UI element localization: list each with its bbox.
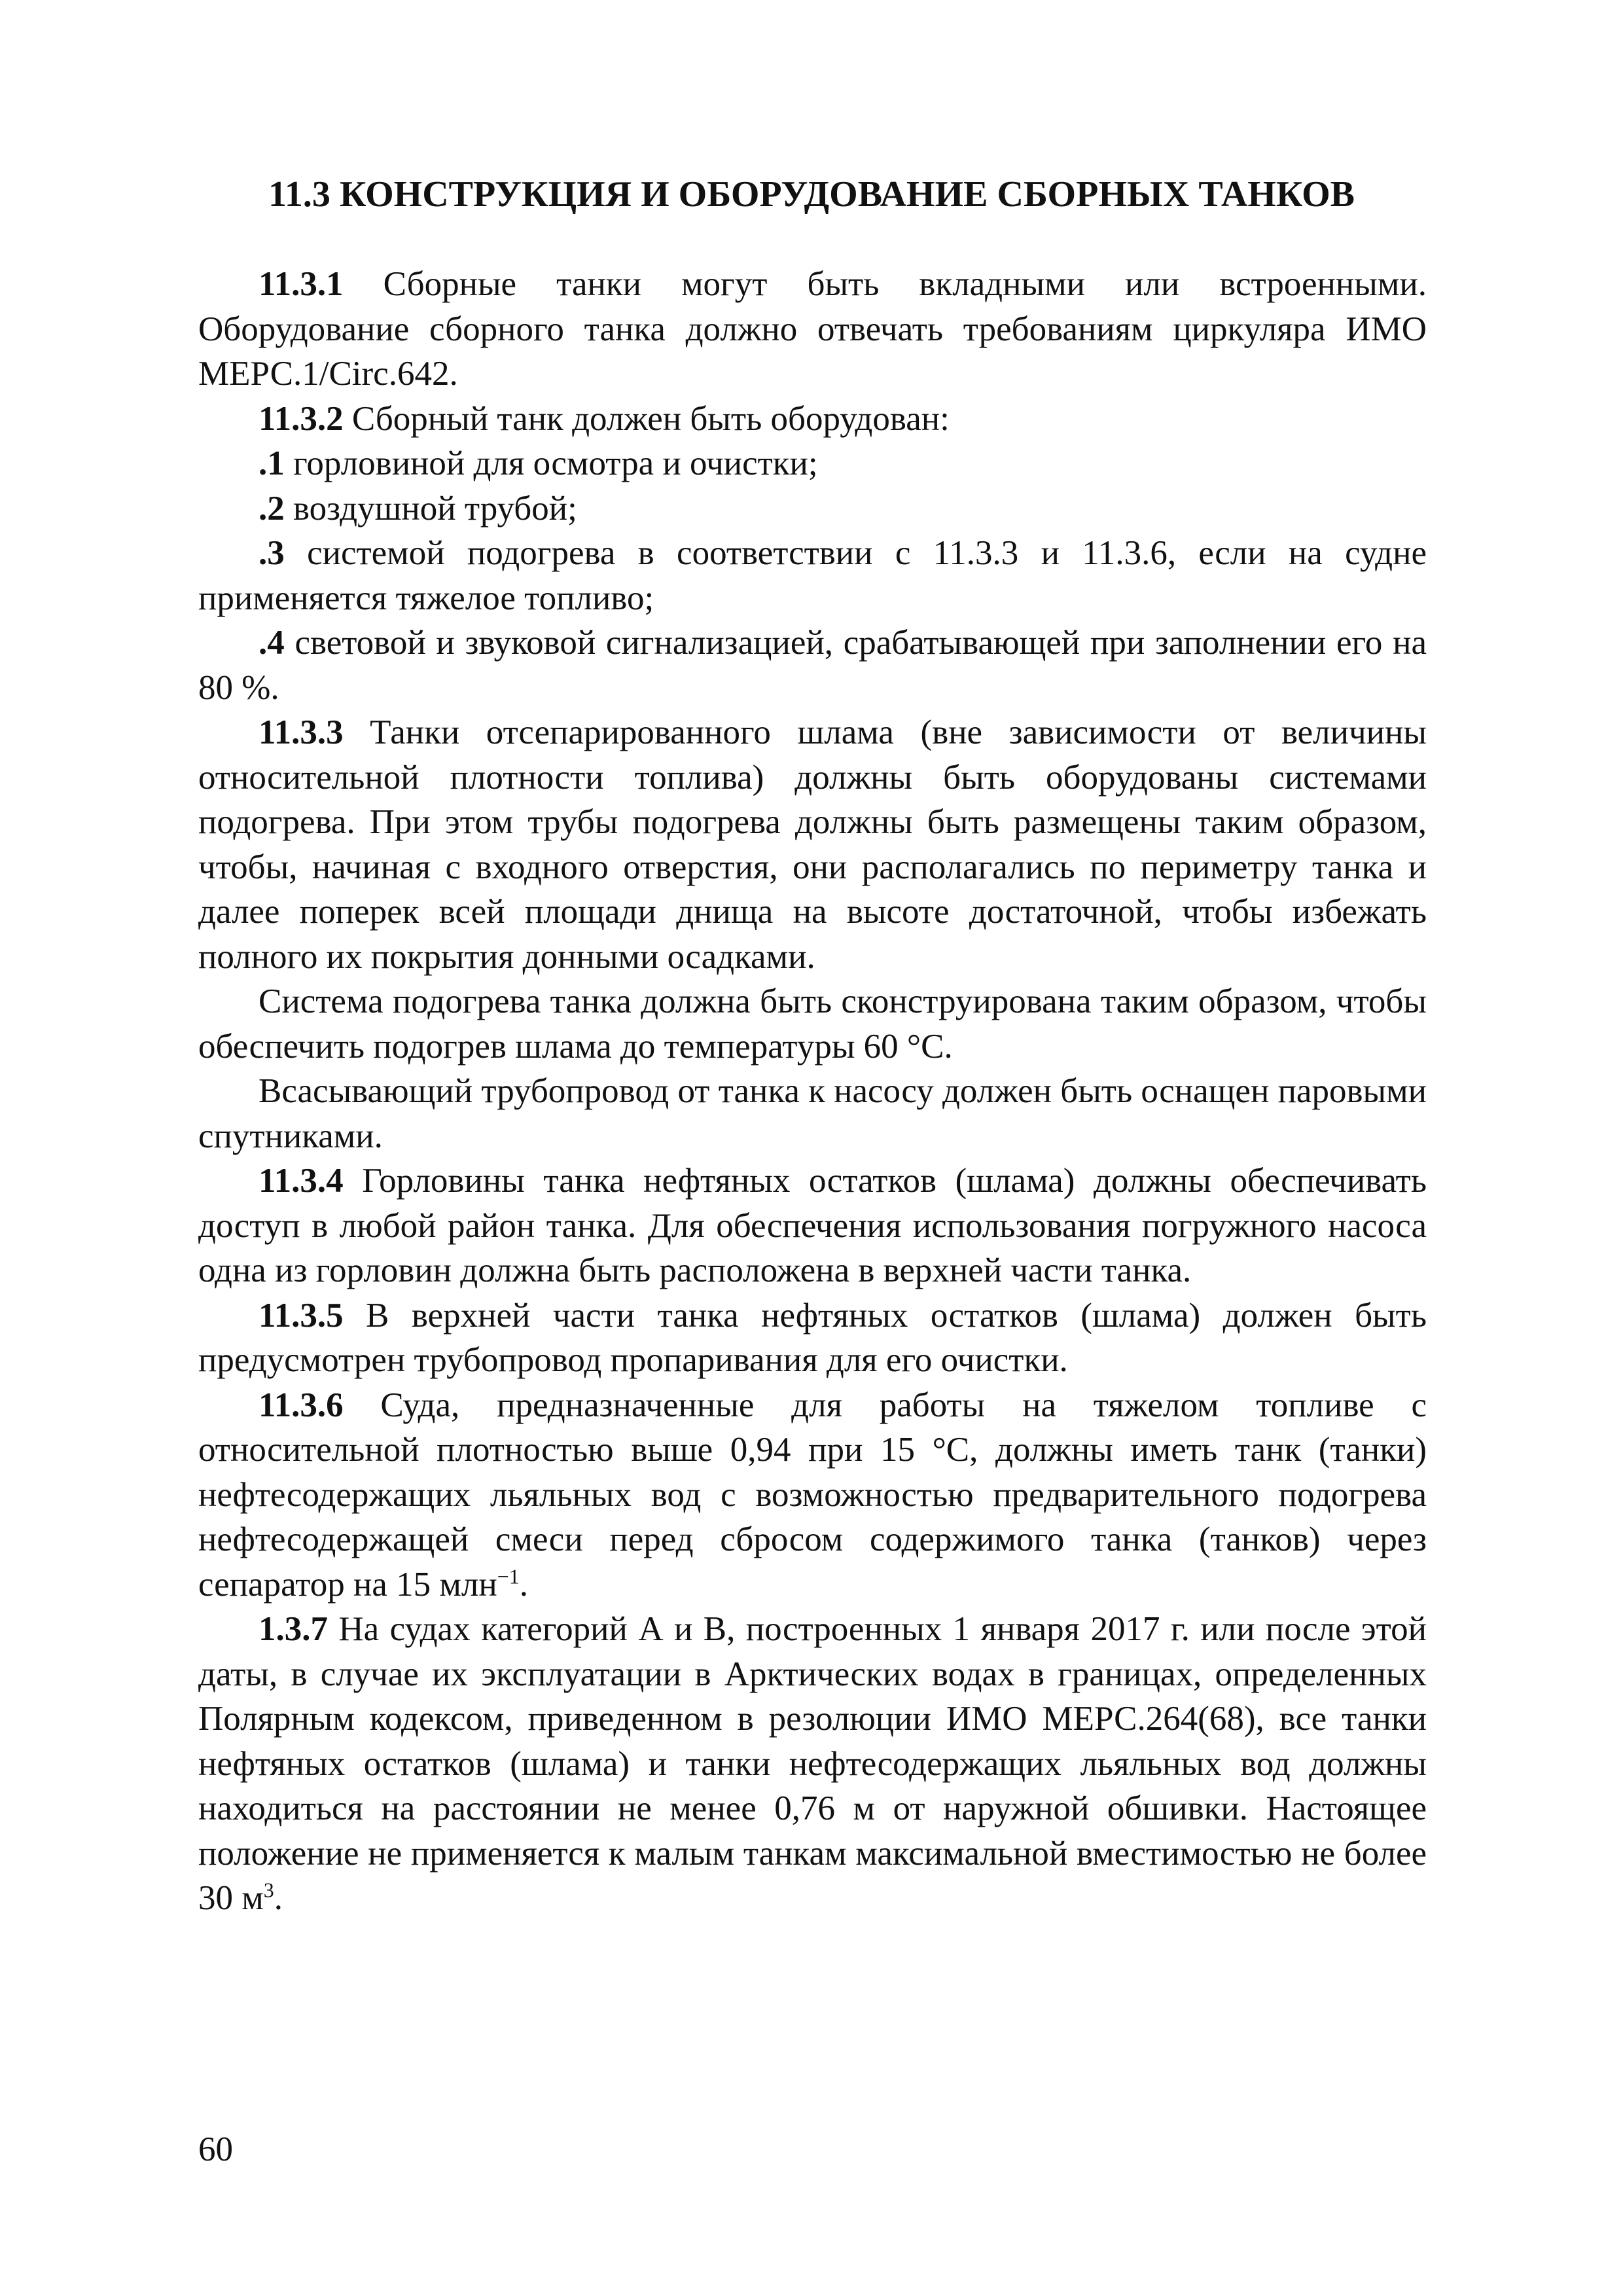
paragraph-suction-pipe — [198, 1069, 1427, 1158]
clause-number: 11.3.3 — [259, 713, 344, 751]
item-number: .3 — [259, 534, 285, 572]
paragraph-text: Суда, предназначенные для работы на тяжелом топливе с относительной плотностью выше 0,94 при 15 °С, должны иметь танк (танки) нефтесодержащих льяльных вод с возможностью предварительного подогрева нефтесодержащей смеси перед сбросом содержимого танка (танков) через сепаратор на 15 млн — [198, 1386, 1427, 1604]
item-text: системой подогрева в соответствии с 11.3.3 и 11.3.6, если на судне применяется тяжелое топливо; — [198, 534, 1427, 617]
paragraph-11-3-6 — [198, 1383, 1427, 1607]
paragraph-text: Всасывающий трубопровод от танка к насосу должен быть оснащен паровыми спутниками. — [198, 1072, 1427, 1155]
paragraph-text: В верхней части танка нефтяных остатков (шлама) должен быть предусмотрен трубопровод пропаривания для его очистки. — [198, 1296, 1427, 1379]
paragraph-text: Сборный танк должен быть оборудован: — [343, 399, 950, 438]
item-number: .4 — [259, 624, 285, 662]
item-number: .2 — [259, 489, 285, 528]
list-item-1 — [198, 441, 1427, 486]
superscript: 3 — [263, 1878, 274, 1902]
paragraph-11-3-1 — [198, 262, 1427, 397]
list-item-2 — [198, 486, 1427, 531]
paragraph-text: Сборные танки могут быть вкладными или встроенными. Оборудование сборного танка должно отвечать требованиям циркуляра ИМО МЕРС.1/Circ.642. — [198, 265, 1427, 393]
list-item-3 — [198, 531, 1427, 620]
paragraph-1-3-7 — [198, 1607, 1427, 1921]
paragraph-11-3-4 — [198, 1158, 1427, 1293]
clause-number: 11.3.5 — [259, 1296, 344, 1335]
paragraph-11-3-5 — [198, 1293, 1427, 1383]
page-number: 60 — [198, 2130, 233, 2168]
section-body — [198, 262, 1427, 1921]
paragraph-11-3-2 — [198, 397, 1427, 442]
section-heading: 11.3 КОНСТРУКЦИЯ И ОБОРУДОВАНИЕ СБОРНЫХ ТАНКОВ — [268, 174, 1355, 215]
superscript: −1 — [497, 1564, 520, 1588]
clause-number: 11.3.1 — [259, 265, 344, 303]
item-text: световой и звуковой сигнализацией, срабатывающей при заполнении его на 80 %. — [198, 624, 1427, 707]
clause-number: 11.3.4 — [259, 1162, 344, 1200]
item-text: горловиной для осмотра и очистки; — [284, 444, 818, 482]
paragraph-text: Горловины танка нефтяных остатков (шлама) должны обеспечивать доступ в любой район танка. Для обеспечения использования погружного насоса одна из горловин должна быть расположена в верхней части танка. — [198, 1162, 1427, 1289]
paragraph-text: Система подогрева танка должна быть сконструирована таким образом, чтобы обеспечить подогрев шлама до температуры 60 °С. — [198, 982, 1427, 1066]
paragraph-tail: . — [274, 1879, 283, 1917]
item-number: .1 — [259, 444, 285, 482]
clause-number: 1.3.7 — [259, 1610, 328, 1648]
clause-number: 11.3.6 — [259, 1386, 344, 1424]
paragraph-text: Танки отсепарированного шлама (вне зависимости от величины относительной плотности топлива) должны быть оборудованы системами подогрева. При этом трубы подогрева должны быть размещены таким образом, чтобы, начиная с входного отверстия, они располагались по периметру танка и далее поперек всей площади днища на высоте достаточной, чтобы избежать полного их покрытия донными осадками. — [198, 713, 1427, 976]
item-text: воздушной трубой; — [284, 489, 577, 528]
paragraph-heating-system — [198, 979, 1427, 1069]
clause-number: 11.3.2 — [259, 399, 344, 438]
paragraph-tail: . — [519, 1565, 528, 1604]
paragraph-11-3-3 — [198, 710, 1427, 979]
list-item-4 — [198, 620, 1427, 710]
paragraph-text: На судах категорий А и В, построенных 1 января 2017 г. или после этой даты, в случае их эксплуатации в Арктических водах в границах, определенных Полярным кодексом, приведенном в резолюции ИМО МЕРС.264(68), все танки нефтяных остатков (шлама) и танки нефтесодержащих льяльных вод должны находиться на расстоянии не менее 0,76 м от наружной обшивки. Настоящее положение не применяется к малым танкам максимальной вместимостью не более 30 м — [198, 1610, 1427, 1917]
